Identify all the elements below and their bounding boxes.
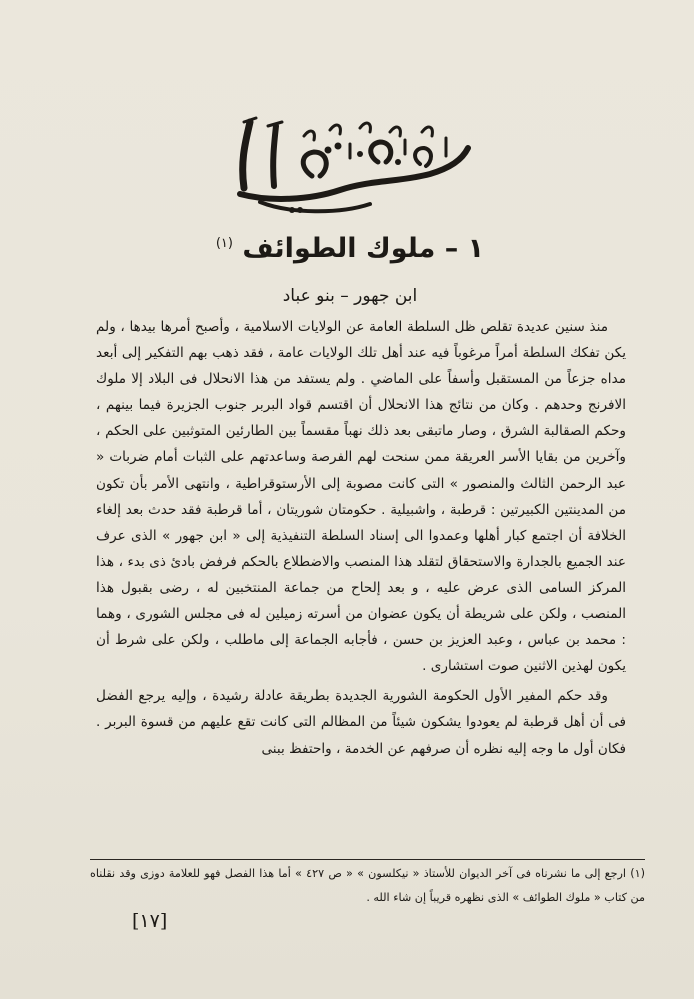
paragraph: منذ سنين عديدة تقلص ظل السلطة العامة عن الولايات الاسلامية ، وأصبح أمرها بيدها ، ولم يكن تفكك السلطة أمراً مرغوباً فيه عند أهل تلك الولايات عامة ، فقد ذهب بهم التفكير إلى أبعد مداه جزعاً من المستقبل وأسفاً على الماضي . ولم يستفد من هذا الانحلال فى البلاد إلا ملوك الافرنج وحدهم . وكان من نتائج هذا الانحلال أن اقتسم قواد البربر جنوب الجزيرة فيما بينهم ، وحكم الصقالبة الشرق ، وصار ماتبقى بعد ذلك نهباً مقسماً بين الطارئين المتوثبين على الحكم ، وآخرين من بقايا الأسر العريقة ممن سنحت لهم الفرصة وساعدتهم على الثبات أمام ضربات « عبد الرحمن الثالث والمنصور » التى كانت مصوبة إلى الأرستوقراطية ، وانتهى الأمر بأن تكون من المدينتين الكبيرتين : قرطبة ، واشبيلية . حكومتان شوريتان ، أما قرطبة فقد حدث بعد إلغاء الخلافة أن اجتمع كبار أهلها وعمدوا الى إسناد السلطة التنفيذية إلى « ابن جهور » الذى عرف عند الجميع بالجدارة والاستحقاق لتقلد هذا المنصب والاضطلاع بالحكم فرفض بادئ ذى بدء ، هذا المركز السامى الذى عرض عليه ، و بعد إلحاح من جماعة المنتخبين له ، رضى بقبول هذا المنصب ، ولكن على شريطة أن يكون عضوان من أسرته زميلين له فى مجلس الشورى ، وهما : محمد بن عباس ، وعبد العزيز بن حسن ، فأجابه الجماعة إلى ماطلب ، ولكن على شرط أن يكون لهذين الاثنين صوت استشارى . bbox=[96, 319, 626, 675]
calligraphy-ornament-icon bbox=[200, 110, 500, 220]
body-text bbox=[96, 314, 626, 762]
paragraph: وقد حكم المفير الأول الحكومة الشورية الجديدة بطريقة عادلة رشيدة ، وإليه يرجع الفضل فى أن أهل قرطبة لم يعودوا يشكون شيئاً من المظالم التى كانت تقع عليهم من قسوة البربر . فكان أول ما وجه إليه نظره أن صرفهم عن الخدمة ، واحتفظ ببنى bbox=[96, 688, 626, 757]
calligraphic-title bbox=[200, 110, 500, 220]
chapter-title-text: ١ – ملوك الطوائف bbox=[242, 233, 485, 264]
footnote: (١) ارجع إلى ما نشرناه فى آخر الديوان للأستاذ « نيكلسون » « ص ٤٢٧ » أما هذا الفصل فهو للعلامة دوزى وقد نقلناه من كتاب « ملوك الطوائف » الذى نظهره قريباً إن شاء الله . bbox=[90, 867, 645, 904]
section-subtitle: ابن جهور – بنو عباد bbox=[282, 286, 418, 306]
page-number: [١٧] bbox=[132, 910, 168, 932]
chapter-title bbox=[120, 233, 580, 264]
chapter-footnote-marker: (١) bbox=[215, 236, 233, 251]
footnote-divider bbox=[90, 859, 645, 860]
